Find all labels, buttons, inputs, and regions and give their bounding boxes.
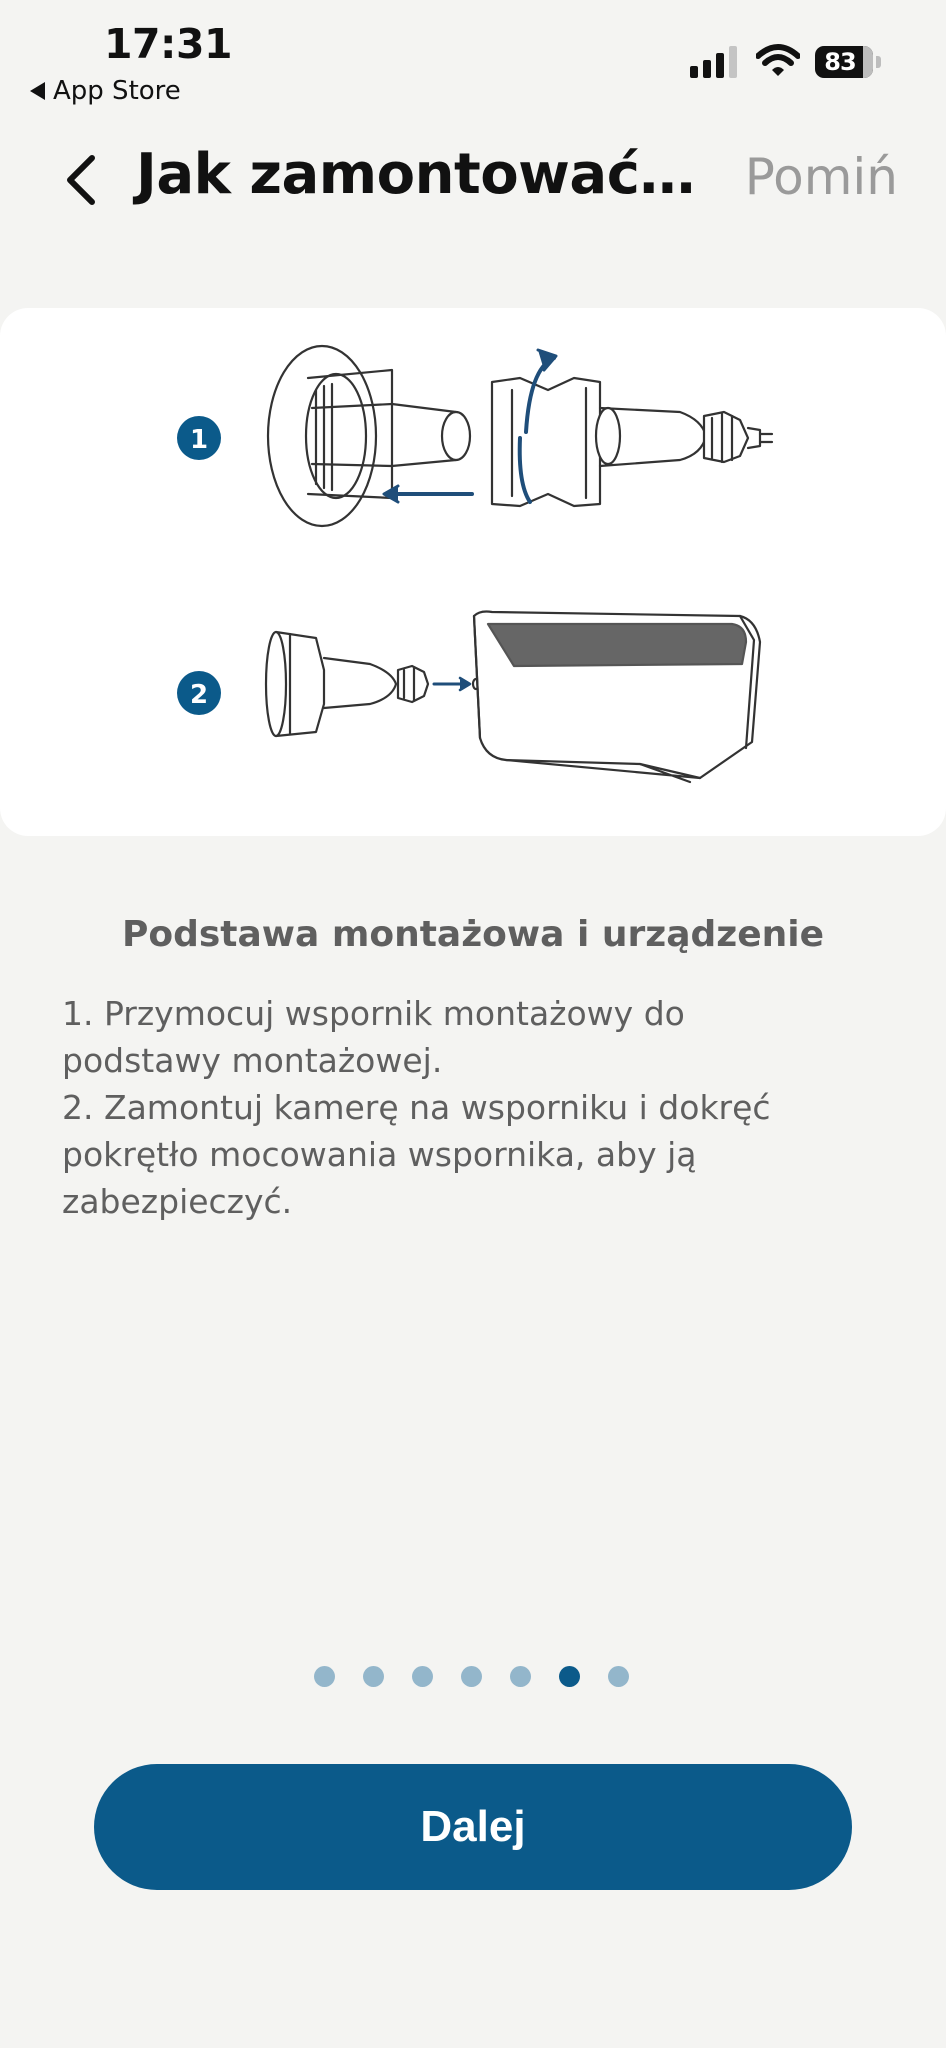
instructions-text	[62, 990, 842, 1225]
mounting-diagram	[0, 308, 946, 836]
installation-illustration	[0, 308, 946, 836]
section-title: Podstawa montażowa i urządzenie	[121, 914, 825, 955]
page-dot	[363, 1666, 384, 1687]
instruction-line: podstawy montażowej.	[62, 1041, 443, 1080]
wifi-icon	[756, 44, 800, 78]
back-to-app-store[interactable]	[30, 76, 181, 106]
page-dot	[314, 1666, 335, 1687]
instruction-line: 2. Zamontuj kamerę na wsporniku i dokręć	[62, 1088, 771, 1127]
back-app-label: App Store	[53, 76, 181, 106]
instruction-line: zabezpieczyć.	[62, 1182, 293, 1221]
cellular-signal-icon	[690, 46, 738, 78]
battery-indicator	[815, 46, 883, 80]
status-time: 17:31	[104, 20, 233, 68]
page-dot	[510, 1666, 531, 1687]
page-title: Jak zamontować…	[136, 142, 695, 207]
page-dot-active	[559, 1666, 580, 1687]
skip-button[interactable]: Pomiń	[744, 148, 898, 206]
step-1-number: 1	[189, 425, 209, 455]
back-triangle-icon	[30, 82, 45, 100]
battery-level: 83	[824, 48, 856, 76]
step-2-number: 2	[189, 680, 209, 710]
page-indicator	[314, 1666, 629, 1687]
instruction-line: pokrętło mocowania wspornika, aby ją	[62, 1135, 697, 1174]
page-dot	[608, 1666, 629, 1687]
back-chevron-icon[interactable]	[58, 150, 108, 210]
instruction-line: 1. Przymocuj wspornik montażowy do	[62, 994, 685, 1033]
page-dot	[412, 1666, 433, 1687]
next-button[interactable]: Dalej	[94, 1764, 852, 1890]
page-dot	[461, 1666, 482, 1687]
